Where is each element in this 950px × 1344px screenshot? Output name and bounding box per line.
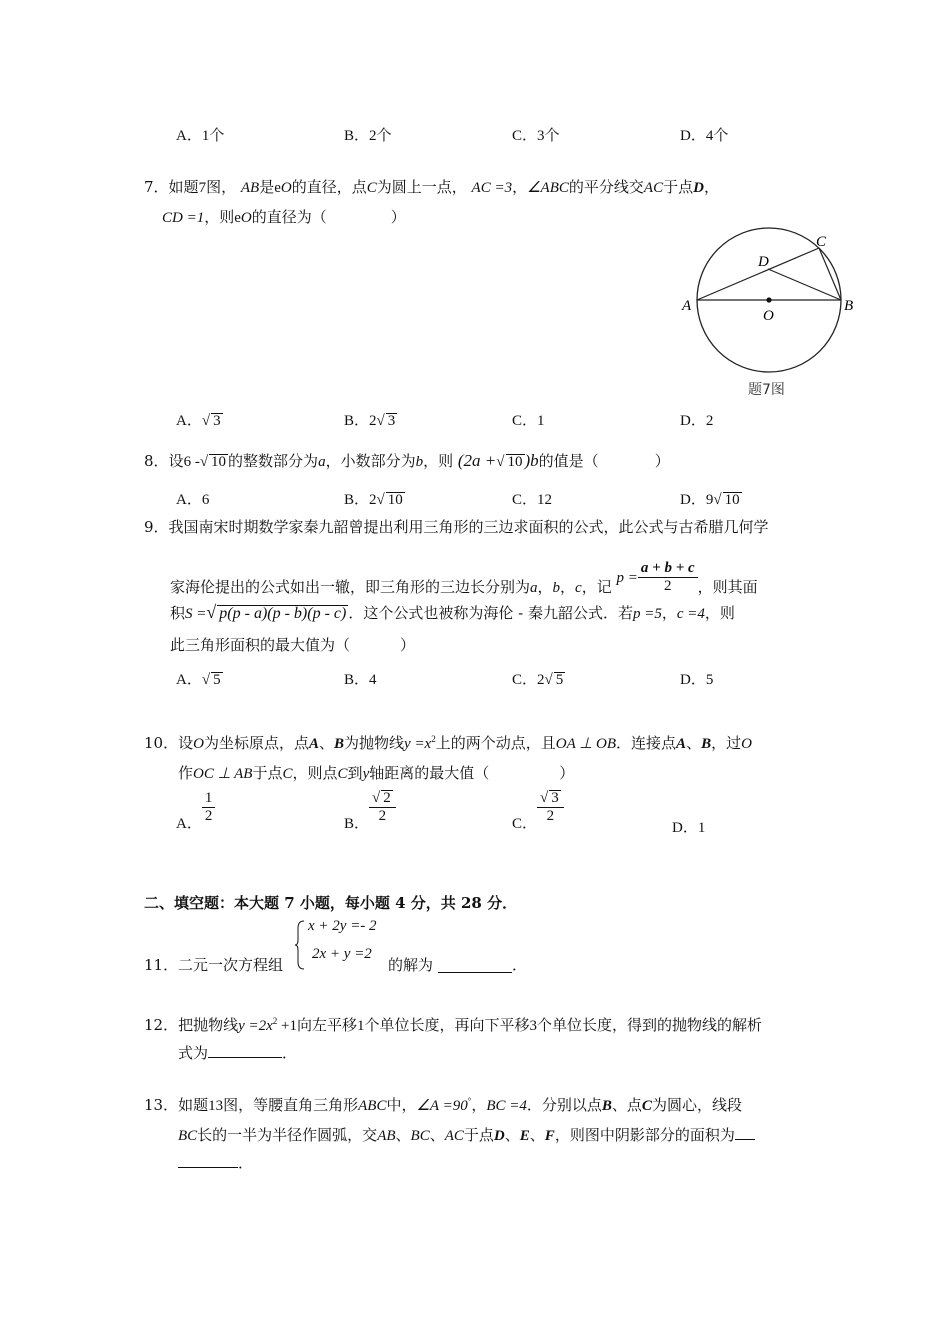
- q12-line1: 12．把抛物线$y =2x^2 +1$向左平移1个单位长度，再向下平移3个单位长度，得到的抛物线的解析: [144, 1016, 763, 1034]
- q7-option-d: D．2: [680, 413, 714, 429]
- q7-line1: 7．如题7图， AB是eO的直径，点C为圆上一点， AC =3，∠ABC的平分线交AC于点D，: [144, 178, 719, 196]
- q10-option-b: B． $\frac{√ 2}{2}$: [344, 790, 396, 825]
- q7-option-c: C．1: [512, 413, 545, 429]
- q12-line2: 式为 ．: [178, 1044, 298, 1062]
- q6-option-b: B．2个: [344, 128, 392, 144]
- q12-answer-blank[interactable]: [208, 1043, 282, 1058]
- section-2-title: 二、填空题：本大题 7 小题，每小题 4 分，共 28 分．: [144, 894, 518, 912]
- q9-line1: 9．我国南宋时期数学家秦九韶曾提出利用三角形的三边求面积的公式，此公式与古希腊几何学: [144, 518, 769, 536]
- figure-caption: 题7图: [748, 382, 785, 398]
- q9-option-c: C．2√ 5: [512, 672, 564, 688]
- label-c: C: [816, 234, 827, 250]
- q9-option-d: D．5: [680, 672, 714, 688]
- p-fraction: $\frac{a + b + c}{2}$: [638, 560, 698, 595]
- q9-line4: 此三角形面积的最大值为（ ）: [170, 636, 416, 654]
- q7-figure: [676, 224, 866, 404]
- q13-answer-blank[interactable]: [178, 1153, 238, 1168]
- label-b: B: [844, 298, 854, 314]
- q8-option-c: C．12: [512, 492, 553, 508]
- q13-line2: BC长的一半为半径作圆弧，交AB、BC、AC于点D、E、F，则图中阴影部分的面积为: [178, 1124, 755, 1145]
- q6-option-a: A．1个: [176, 128, 225, 144]
- q13-line1: 13．如题13图，等腰直角三角形ABC中，∠A =90°，BC =4．分别以点B、点C为圆心，线段: [144, 1096, 742, 1114]
- q8-option-d: D．9√ 10: [680, 492, 740, 508]
- q10-option-a: A． $\frac{1}{2}$: [176, 790, 215, 825]
- q8-stem: 8．设6 -√ 10 的整数部分为a，小数部分为b，则 (2a +√ 10 )b的值是（ ）: [144, 451, 670, 470]
- q10-line1: 10．设O为坐标原点，点A、B为抛物线$y =x^2$上的两个动点，且OA ⊥ OB．连接点A、B，过O: [144, 734, 752, 752]
- q11: 11． 二元一次方程组 x + 2y =- 2 2x + y =2 的解为 ．: [144, 918, 528, 974]
- circle-diagram: [676, 224, 866, 404]
- q10-option-d: D．1: [672, 820, 706, 836]
- q13-answer-blank-start[interactable]: [735, 1125, 755, 1140]
- q7-line2: CD =1，则eO的直径为（ ）: [162, 208, 406, 226]
- q10-option-c: C． $\frac{√ 3}{2}$: [512, 790, 564, 825]
- q7-option-b: B．2√ 3: [344, 413, 396, 429]
- label-d: D: [758, 254, 769, 270]
- q6-option-d: D．4个: [680, 128, 729, 144]
- q7-option-a: A．√ 3: [176, 413, 221, 429]
- q13-line3: ．: [178, 1152, 253, 1173]
- center-point: [766, 297, 771, 302]
- label-o: O: [763, 308, 774, 324]
- q6-option-c: C．3个: [512, 128, 560, 144]
- q10-line2: 作OC ⊥ AB于点C，则点C到y轴距离的最大值（ ）: [178, 764, 575, 782]
- brace-icon: [294, 920, 306, 970]
- q11-answer-blank[interactable]: [438, 954, 512, 973]
- label-a: A: [682, 298, 692, 314]
- q9-line3: 积S =√ p(p - a)(p - b)(p - c) ．这个公式也被称为海伦 - 秦九韶公式．若p =5，c =4，则: [170, 602, 735, 622]
- q9-line2: 家海伦提出的公式如出一辙，即三角形的三边长分别为a，b，c，记 p = $\frac{a + b + c}{2}$ ，则其面: [170, 560, 758, 596]
- q8-option-b: B．2√ 10: [344, 492, 403, 508]
- q9-option-b: B．4: [344, 672, 377, 688]
- q8-option-a: A．6: [176, 492, 210, 508]
- q9-option-a: A．√ 5: [176, 672, 221, 688]
